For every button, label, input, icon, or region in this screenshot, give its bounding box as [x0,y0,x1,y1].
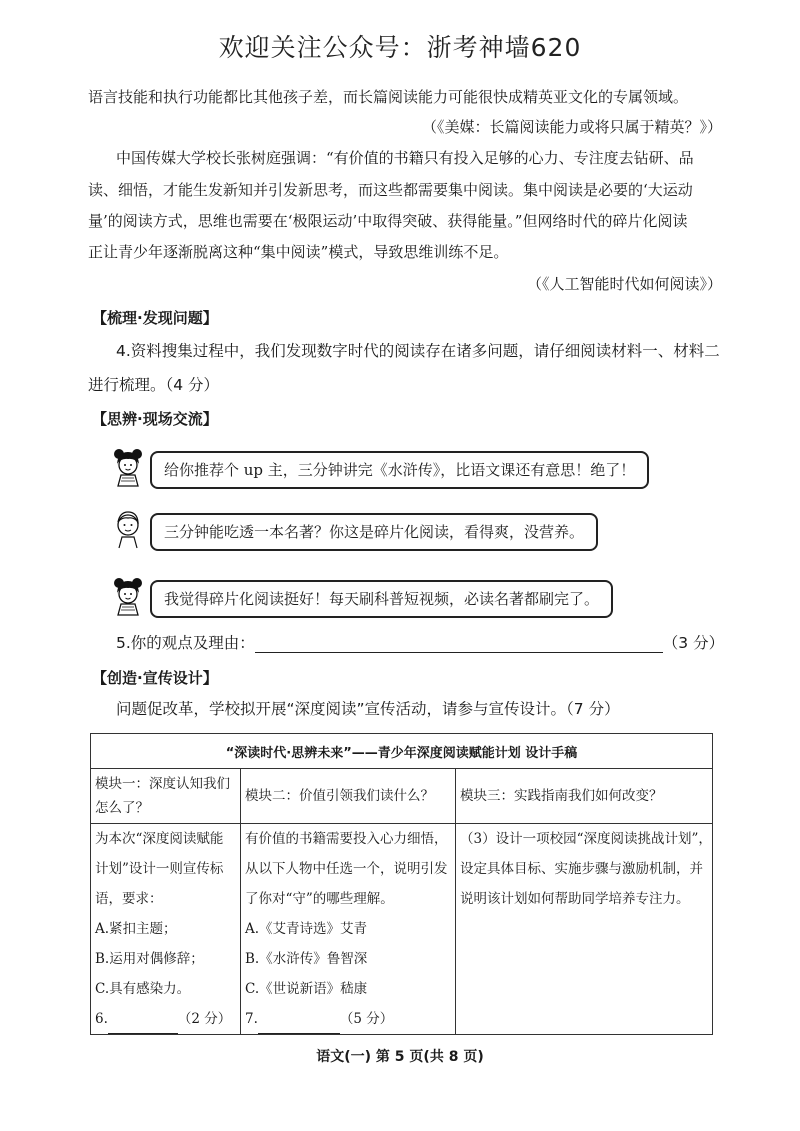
answer-blank[interactable] [108,1017,178,1034]
question-6-label: 6. [95,1011,108,1027]
question-6-score: （2 分） [177,1011,232,1027]
dialogue-text: 三分钟能吃透一本名著？你这是碎片化阅读，看得爽，没营养。 [164,523,585,541]
source-citation: （《美媒：长篇阅读能力或将只属于精英？》） [421,118,722,136]
module-text: C.《世说新语》嵇康 [245,981,368,997]
design-table [90,733,713,1035]
page-footer: 语文(一) 第 5 页(共 8 页) [316,1049,484,1065]
passage-line: 中国传媒大学校长张树庭强调：“有价值的书籍只有投入足够的心力、专注度去钻研、品 [116,149,694,167]
passage-line: 读、细悟，才能生发新知并引发新思考，而这些都需要集中阅读。集中阅读是必要的‘大运动 [88,181,693,199]
module-text: 从以下人物中任选一个，说明引发 [245,861,448,877]
section-intro: 问题促改革，学校拟开展“深度阅读”宣传活动，请参与宣传设计。（7 分） [116,700,620,718]
module-text: 说明该计划如何帮助同学培养专注力。 [460,891,690,907]
module-3-body [456,824,713,1035]
girl-avatar-icon [110,575,146,617]
module-2-header: 模块二：价值引领我们读什么？ [241,769,456,824]
module-text: B.《水浒传》鲁智深 [245,951,368,967]
question-5-score: （3 分） [662,634,725,652]
passage-line: 量’的阅读方式，思维也需要在‘极限运动’中取得突破、获得能量。”但网络时代的碎片化阅读 [88,212,688,230]
question-4-text: 4.资料搜集过程中，我们发现数字时代的阅读存在诸多问题，请仔细阅读材料一、材料二 [116,342,720,360]
dialogue-bubble [150,513,598,551]
passage-line: 语言技能和执行功能都比其他孩子差，而长篇阅读能力可能很快成精英亚文化的专属领域。 [88,88,689,106]
answer-blank[interactable] [258,1017,340,1034]
question-6 [95,1004,236,1034]
section-heading: 【创造·宣传设计】 [92,669,218,687]
girl-avatar-icon [110,446,146,488]
module-text: C.具有感染力。 [95,981,191,997]
module-2-body [241,824,456,1035]
module-header-text: 模块一：深度认知我们 [95,776,230,792]
module-text: （3）设计一项校园“深度阅读挑战计划”， [460,831,712,847]
module-text: 了你对“守”的哪些理解。 [245,891,394,907]
module-text: A.紧扣主题； [95,921,177,937]
question-5 [116,633,724,653]
question-7 [245,1004,451,1034]
module-text: 设定具体目标、实施步骤与激励机制，并 [460,861,703,877]
table-title: “深读时代·思辨未来”——青少年深度阅读赋能计划 设计手稿 [91,734,713,769]
module-1-body [91,824,241,1035]
dialogue-text: 我觉得碎片化阅读挺好！每天刷科普短视频，必读名著都刷完了。 [164,590,600,608]
module-text: 语，要求： [95,891,163,907]
question-7-score: （5 分） [339,1011,394,1027]
source-citation: （《人工智能时代如何阅读》） [526,275,722,293]
dialogue-text: 给你推荐个 up 主，三分钟讲完《水浒传》，比语文课还有意思！绝了！ [164,461,636,479]
module-text: A.《艾青诗选》艾青 [245,921,368,937]
module-text: 计划”设计一则宣传标 [95,861,224,877]
question-4-text: 进行梳理。（4 分） [88,376,220,394]
module-text: 为本次“深度阅读赋能 [95,831,224,847]
page-header-title: 欢迎关注公众号：浙考神墙620 [218,33,582,62]
question-7-label: 7. [245,1011,258,1027]
passage-line: 正让青少年逐渐脱离这种“集中阅读”模式，导致思维训练不足。 [88,243,509,261]
section-heading: 【梳理·发现问题】 [92,309,218,327]
module-header-text: 怎么了？ [95,800,149,816]
module-1-header [91,769,241,824]
module-text: 有价值的书籍需要投入心力细悟， [245,831,448,847]
dialogue-bubble [150,580,613,618]
answer-blank[interactable] [255,634,663,653]
dialogue-bubble [150,451,649,489]
question-5-label: 5.你的观点及理由： [116,634,255,652]
boy-avatar-icon [110,508,146,550]
section-heading: 【思辨·现场交流】 [92,410,218,428]
module-text: B.运用对偶修辞； [95,951,204,967]
module-3-header: 模块三：实践指南我们如何改变？ [456,769,713,824]
